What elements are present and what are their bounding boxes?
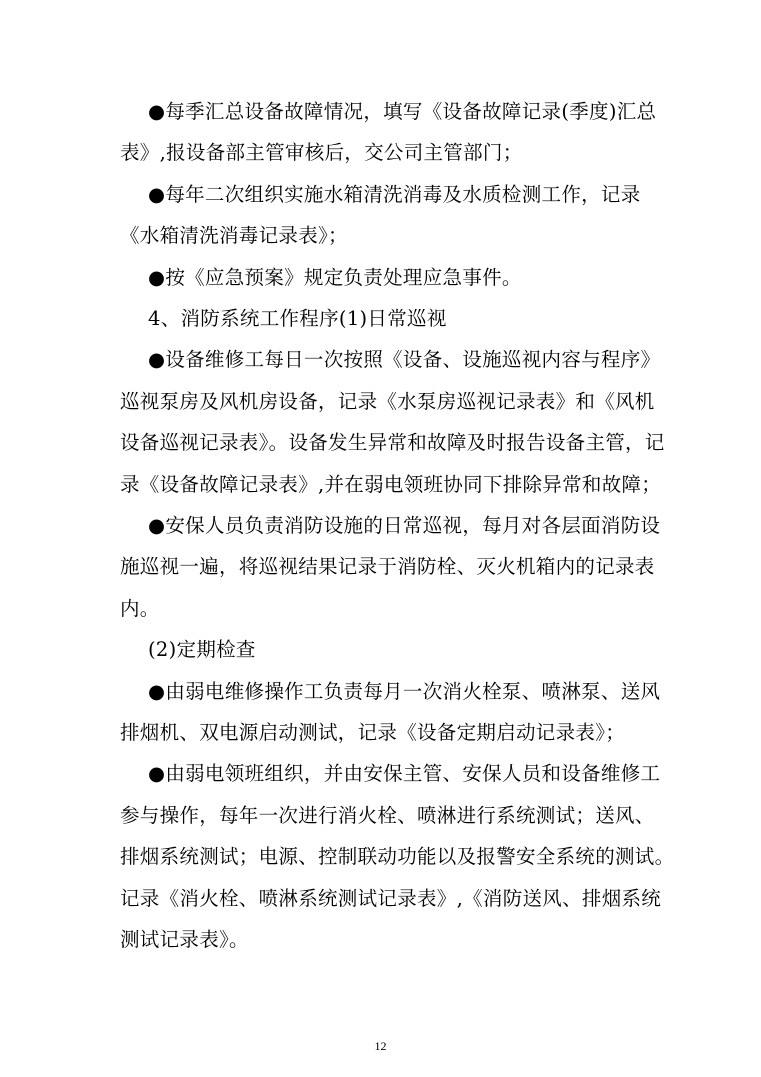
text-line: (2)定期检查 <box>148 638 256 662</box>
text-line: 施巡视一遍，将巡视结果记录于消防栓、灭火机箱内的记录表 <box>120 555 655 579</box>
text-line: 《水箱清洗消毒记录表》； <box>120 224 348 248</box>
text-line: 录《设备故障记录表》,并在弱电领班协同下排除异常和故障； <box>120 472 662 496</box>
text-line: ●每年二次组织实施水箱清洗消毒及水质检测工作，记录 <box>148 182 641 206</box>
text-line: ●每季汇总设备故障情况，填写《设备故障记录(季度)汇总 <box>148 100 657 123</box>
text-line: ●设备维修工每日一次按照《设备、设施巡视内容与程序》 <box>148 348 661 372</box>
text-line: 4、消防系统工作程序(1)日常巡视 <box>148 307 447 330</box>
text-line: ●按《应急预案》规定负责处理应急事件。 <box>148 265 522 289</box>
text-line: ●由弱电维修操作工负责每月一次消火栓泵、喷淋泵、送风 <box>148 679 661 703</box>
text-line: ●安保人员负责消防设施的日常巡视，每月对各层面消防设 <box>148 514 661 537</box>
text-line: 巡视泵房及风机房设备，记录《水泵房巡视记录表》和《风机 <box>120 389 655 413</box>
text-line: 内。 <box>120 596 160 620</box>
text-line: 表》,报设备部主管审核后，交公司主管部门； <box>120 141 523 165</box>
text-line: ●由弱电领班组织，并由安保主管、安保人员和设备维修工 <box>148 762 661 786</box>
page-number: 12 <box>374 1039 387 1053</box>
text-line: 记录《消火栓、喷淋系统测试记录表》,《消防送风、排烟系统 <box>120 886 662 910</box>
text-line: 测试记录表》。 <box>120 928 249 951</box>
text-line: 设备巡视记录表》。设备发生异常和故障及时报告设备主管，记 <box>120 431 665 455</box>
text-line: 排烟系统测试；电源、控制联动功能以及报警安全系统的测试。 <box>120 845 675 869</box>
text-line: 排烟机、双电源启动测试，记录《设备定期启动记录表》； <box>120 721 626 744</box>
text-line: 参与操作，每年一次进行消火栓、喷淋进行系统测试；送风、 <box>120 803 655 827</box>
